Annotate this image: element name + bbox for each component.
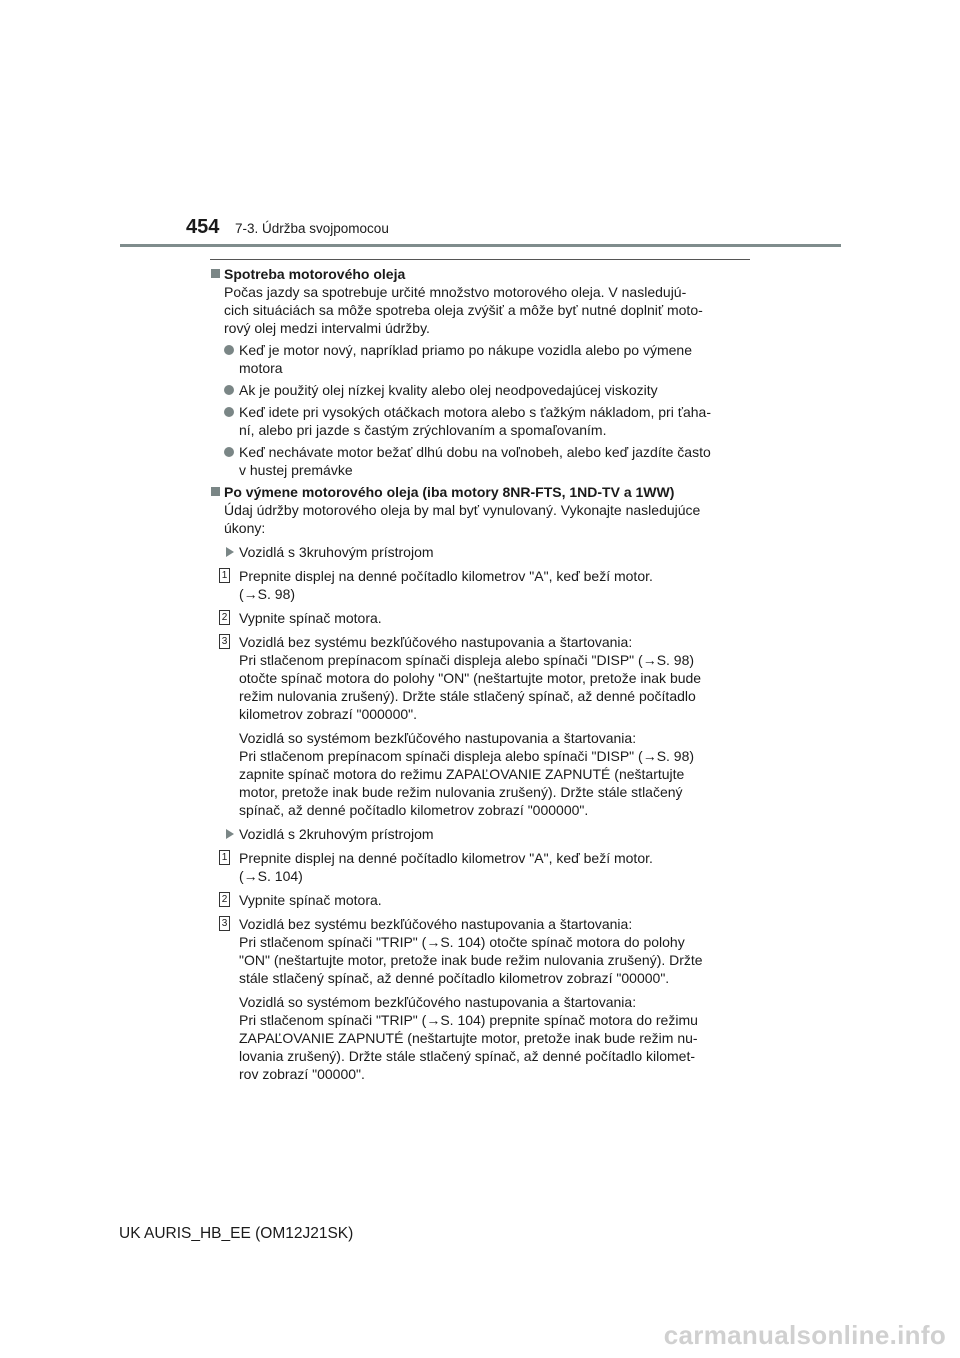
consumption-intro: Počas jazdy sa spotrebuje určité množstvo motorového oleja. V nasledujú- cich situáciách sa môže spotreba oleja zvýšiť a môže byť nutné doplniť moto- rový olej medzi intervalmi údržby. — [224, 284, 703, 336]
section-heading-consumption: Spotreba motorového oleja — [210, 265, 746, 283]
step-item: 2 Vypnite spínač motora. — [210, 609, 746, 627]
circle-bullet-icon — [224, 407, 234, 417]
content-top-rule — [210, 259, 750, 260]
step-item: 1 Prepnite displej na denné počítadlo kilometrov "A", keď beží motor. (→S. 98) — [210, 567, 746, 603]
list-item: Ak je použitý olej nízkej kvality alebo olej neodpovedajúcej viskozity — [210, 381, 746, 399]
list-item: Keď idete pri vysokých otáčkach motora alebo s ťažkým nákladom, pri ťaha- ní, alebo pri jazde s častým zrýchlovaním a spomaľovaním. — [210, 403, 746, 439]
step-item: 3 Vozidlá bez systému bezkľúčového nastupovania a štartovania: Pri stlačenom spínači "TRIP" (→S. 104) otočte spínač motora do polohy "ON" (neštartujte motor, pretože inak bude režim nulovania zrušený). Držte stále stlačený spínač, až denné počítadlo kilometrov zobrazí "00000". — [210, 915, 746, 987]
square-bullet-icon — [211, 269, 220, 278]
triangle-arrow-icon — [226, 829, 234, 839]
step-number: 3 — [219, 916, 230, 931]
reset-intro: Údaj údržby motorového oleja by mal byť vynulovaný. Vykonajte nasledujúce úkony: — [224, 502, 701, 536]
page-number: 454 — [186, 216, 220, 238]
circle-bullet-icon — [224, 385, 234, 395]
section-title: 7-3. Údržba svojpomocou — [235, 221, 389, 236]
step-item: 3 Vozidlá bez systému bezkľúčového nastupovania a štartovania: Pri stlačenom prepínacom spínači displeja alebo spínači "DISP" (→S. 98) otočte spínač motora do polohy "ON" (neštartujte motor, pretože inak bude režim nulovania zrušený). Držte stále stlačený spínač, až denné počítadlo kilometrov zobrazí "000000". — [210, 633, 746, 723]
header-rule — [120, 244, 841, 247]
circle-bullet-icon — [224, 345, 234, 355]
step-item: 1 Prepnite displej na denné počítadlo kilometrov "A", keď beží motor. (→S. 104) — [210, 849, 746, 885]
list-item: Keď nechávate motor bežať dlhú dobu na voľnobeh, alebo keď jazdíte často v hustej premávke — [210, 443, 746, 479]
main-content — [210, 265, 746, 1083]
section-heading-reset: Po výmene motorového oleja (iba motory 8NR-FTS, 1ND-TV a 1WW) — [210, 483, 746, 501]
step-number: 2 — [219, 892, 230, 907]
watermark: carmanualsonline.info — [663, 1320, 946, 1350]
step-subparagraph: Vozidlá so systémom bezkľúčového nastupovania a štartovania: Pri stlačenom prepínacom spínači displeja alebo spínači "DISP" (→S. 98) zapnite spínač motora do režimu ZAPAĽOVANIE ZAPNUTÉ (neštartujte motor, pretože inak bude režim nulovania zrušený). Držte stále stlačený spínač, až denné počítadlo kilometrov zobrazí "000000". — [239, 730, 695, 818]
list-item: Keď je motor nový, napríklad priamo po nákupe vozidla alebo po výmene motora — [210, 341, 746, 377]
vehicle-variant-2-dial: Vozidlá s 2kruhovým prístrojom — [210, 825, 746, 843]
step-item: 2 Vypnite spínač motora. — [210, 891, 746, 909]
step-number: 1 — [219, 568, 230, 583]
circle-bullet-icon — [224, 447, 234, 457]
vehicle-variant-3-dial: Vozidlá s 3kruhovým prístrojom — [210, 543, 746, 561]
footer-model-code: UK AURIS_HB_EE (OM12J21SK) — [119, 1225, 354, 1242]
step-number: 1 — [219, 850, 230, 865]
square-bullet-icon — [211, 487, 220, 496]
step-subparagraph: Vozidlá so systémom bezkľúčového nastupovania a štartovania: Pri stlačenom spínači "TRIP" (→S. 104) prepnite spínač motora do režimu ZAPAĽOVANIE ZAPNUTÉ (neštartujte motor, pretože inak bude režim nu- lovania zrušený). Držte stále stlačený spínač, až denné počítadlo kilomet- rov zobrazí "00000". — [239, 994, 698, 1082]
triangle-arrow-icon — [226, 547, 234, 557]
step-number: 2 — [219, 610, 230, 625]
step-number: 3 — [219, 634, 230, 649]
